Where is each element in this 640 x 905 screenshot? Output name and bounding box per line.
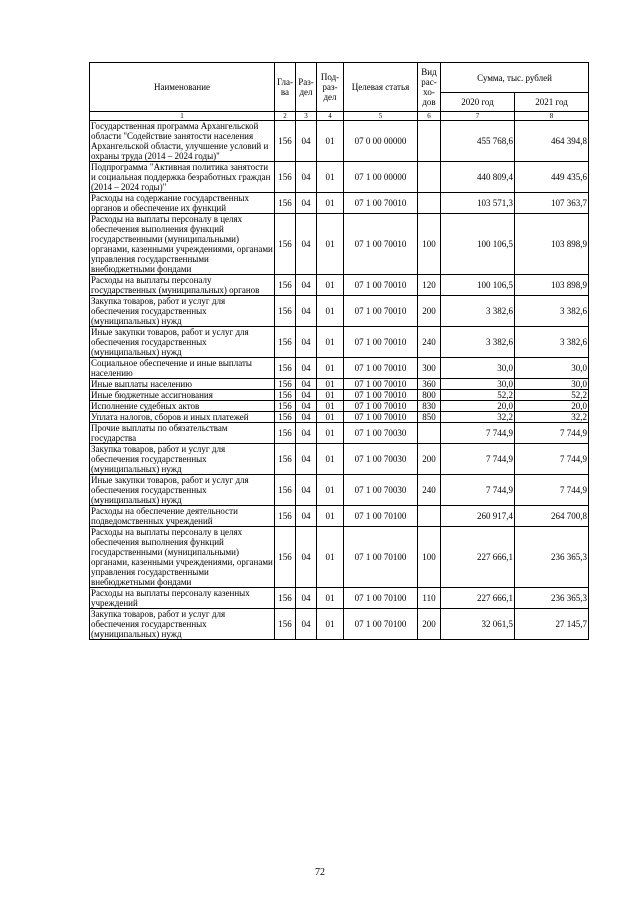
row-section: 04 xyxy=(296,327,317,358)
row-subsection: 01 xyxy=(317,162,344,193)
row-target-article: 07 1 00 70010 xyxy=(344,358,418,379)
row-sum-2021: 236 365,3 xyxy=(515,588,589,609)
row-expense-type: 830 xyxy=(418,401,441,412)
row-chapter: 156 xyxy=(275,475,296,506)
row-sum-2021: 27 145,7 xyxy=(515,609,589,640)
row-expense-type: 100 xyxy=(418,214,441,275)
column-numbers-row xyxy=(90,112,589,121)
table-row xyxy=(90,588,589,609)
row-target-article: 07 1 00 70010 xyxy=(344,327,418,358)
row-target-article: 07 1 00 70100 xyxy=(344,527,418,588)
row-expense-type: 200 xyxy=(418,296,441,327)
table-row xyxy=(90,121,589,162)
row-expense-type: 300 xyxy=(418,358,441,379)
row-name: Исполнение судебных актов xyxy=(90,401,275,412)
row-subsection: 01 xyxy=(317,214,344,275)
row-expense-type: 850 xyxy=(418,412,441,423)
table-row xyxy=(90,444,589,475)
row-sum-2020: 3 382,6 xyxy=(441,327,515,358)
header-year-2021: 2021 год xyxy=(515,93,589,112)
row-sum-2021: 32,2 xyxy=(515,412,589,423)
row-sum-2020: 32,2 xyxy=(441,412,515,423)
row-target-article: 07 1 00 70030 xyxy=(344,444,418,475)
row-target-article: 07 1 00 00000 xyxy=(344,162,418,193)
row-chapter: 156 xyxy=(275,162,296,193)
table-row xyxy=(90,609,589,640)
row-name: Расходы на выплаты персоналу в целях обеспечения выполнения функций государственными (муниципальными) органами, казенными учреждениями, органами управления государственными внебюджетными фондами xyxy=(91,214,273,274)
row-target-article: 07 1 00 70010 xyxy=(344,412,418,423)
header-sum: Сумма, тыс. рублей xyxy=(441,63,589,93)
row-section: 04 xyxy=(296,475,317,506)
row-subsection: 01 xyxy=(317,275,344,296)
row-sum-2021: 30,0 xyxy=(515,358,589,379)
column-number: 4 xyxy=(317,112,344,121)
row-subsection: 01 xyxy=(317,588,344,609)
row-sum-2020: 455 768,6 xyxy=(441,121,515,162)
row-sum-2020: 32 061,5 xyxy=(441,609,515,640)
row-subsection: 01 xyxy=(317,609,344,640)
row-name: Государственная программа Архангельской области "Содействие занятости населения Архангельской области, улучшение условий и охраны труда (2014 – 2024 годы)" xyxy=(90,121,275,162)
row-sum-2021: 3 382,6 xyxy=(515,296,589,327)
row-name: Закупка товаров, работ и услуг для обеспечения государственных (муниципальных) нужд xyxy=(90,296,275,327)
row-expense-type: 800 xyxy=(418,390,441,401)
row-subsection: 01 xyxy=(317,401,344,412)
row-sum-2020: 7 744,9 xyxy=(441,475,515,506)
row-name: Подпрограмма "Активная политика занятости и социальная поддержка безработных граждан (2014 – 2024 годы)" xyxy=(90,162,275,193)
row-sum-2020: 30,0 xyxy=(441,379,515,390)
row-expense-type xyxy=(418,162,441,193)
row-chapter: 156 xyxy=(275,423,296,444)
column-number: 6 xyxy=(418,112,441,121)
row-name: Закупка товаров, работ и услуг для обеспечения государственных (муниципальных) нужд xyxy=(90,609,275,640)
row-chapter: 156 xyxy=(275,609,296,640)
row-subsection: 01 xyxy=(317,121,344,162)
row-expense-type: 240 xyxy=(418,327,441,358)
table-row xyxy=(90,401,589,412)
row-section: 04 xyxy=(296,390,317,401)
header-name: Наименование xyxy=(90,63,275,112)
row-section: 04 xyxy=(296,506,317,527)
row-subsection: 01 xyxy=(317,327,344,358)
header-year-2020: 2020 год xyxy=(441,93,515,112)
row-sum-2021: 52,2 xyxy=(515,390,589,401)
row-expense-type: 100 xyxy=(418,527,441,588)
row-subsection: 01 xyxy=(317,193,344,214)
row-subsection: 01 xyxy=(317,527,344,588)
row-section: 04 xyxy=(296,423,317,444)
row-chapter: 156 xyxy=(275,412,296,423)
row-expense-type: 120 xyxy=(418,275,441,296)
row-chapter: 156 xyxy=(275,506,296,527)
row-target-article: 07 1 00 70010 xyxy=(344,193,418,214)
column-number: 2 xyxy=(275,112,296,121)
row-chapter: 156 xyxy=(275,527,296,588)
row-name: Иные закупки товаров, работ и услуг для обеспечения государственных (муниципальных) нужд xyxy=(90,327,275,358)
row-sum-2021: 464 394,8 xyxy=(515,121,589,162)
row-sum-2021: 449 435,6 xyxy=(515,162,589,193)
row-sum-2021: 3 382,6 xyxy=(515,327,589,358)
budget-table xyxy=(89,62,589,640)
row-sum-2021: 103 898,9 xyxy=(515,275,589,296)
row-chapter: 156 xyxy=(275,296,296,327)
row-chapter: 156 xyxy=(275,401,296,412)
row-chapter: 156 xyxy=(275,193,296,214)
row-target-article: 07 1 00 70100 xyxy=(344,609,418,640)
header-expense-type: Вид рас-хо-дов xyxy=(418,63,441,112)
row-section: 04 xyxy=(296,214,317,275)
table-row xyxy=(90,506,589,527)
row-sum-2020: 260 917,4 xyxy=(441,506,515,527)
row-sum-2021: 264 700,8 xyxy=(515,506,589,527)
row-sum-2020: 52,2 xyxy=(441,390,515,401)
row-expense-type xyxy=(418,193,441,214)
row-name: Социальное обеспечение и иные выплаты населению xyxy=(90,358,275,379)
row-subsection: 01 xyxy=(317,296,344,327)
table-row xyxy=(90,390,589,401)
row-name: Иные выплаты населению xyxy=(90,379,275,390)
table-row xyxy=(90,214,589,275)
row-name: Расходы на выплаты персоналу казенных учреждений xyxy=(90,588,275,609)
row-subsection: 01 xyxy=(317,358,344,379)
row-name: Расходы на содержание государственных органов и обеспечение их функций xyxy=(90,193,275,214)
row-target-article: 07 1 00 70010 xyxy=(344,390,418,401)
row-sum-2021: 7 744,9 xyxy=(515,444,589,475)
row-section: 04 xyxy=(296,121,317,162)
table-row xyxy=(90,379,589,390)
row-target-article: 07 0 00 00000 xyxy=(344,121,418,162)
table-row xyxy=(90,423,589,444)
row-expense-type: 360 xyxy=(418,379,441,390)
row-section: 04 xyxy=(296,444,317,475)
row-subsection: 01 xyxy=(317,390,344,401)
row-name: Иные закупки товаров, работ и услуг для обеспечения государственных (муниципальных) нужд xyxy=(90,475,275,506)
row-sum-2020: 440 809,4 xyxy=(441,162,515,193)
row-expense-type xyxy=(418,506,441,527)
row-section: 04 xyxy=(296,379,317,390)
page-number: 72 xyxy=(315,867,325,878)
row-chapter: 156 xyxy=(275,379,296,390)
table-row xyxy=(90,327,589,358)
header-chapter: Гла-ва xyxy=(275,63,296,112)
row-chapter: 156 xyxy=(275,275,296,296)
row-subsection: 01 xyxy=(317,444,344,475)
table-row xyxy=(90,527,589,588)
row-sum-2020: 20,0 xyxy=(441,401,515,412)
row-chapter: 156 xyxy=(275,121,296,162)
row-name: Расходы на обеспечение деятельности подведомственных учреждений xyxy=(90,506,275,527)
row-sum-2021: 7 744,9 xyxy=(515,423,589,444)
row-chapter: 156 xyxy=(275,390,296,401)
row-expense-type xyxy=(418,423,441,444)
table-row xyxy=(90,296,589,327)
row-subsection: 01 xyxy=(317,379,344,390)
column-number: 5 xyxy=(344,112,418,121)
row-chapter: 156 xyxy=(275,588,296,609)
row-sum-2020: 227 666,1 xyxy=(441,588,515,609)
row-expense-type: 240 xyxy=(418,475,441,506)
table-body xyxy=(90,121,589,640)
row-expense-type xyxy=(418,121,441,162)
row-section: 04 xyxy=(296,358,317,379)
row-section: 04 xyxy=(296,401,317,412)
row-subsection: 01 xyxy=(317,506,344,527)
row-section: 04 xyxy=(296,162,317,193)
row-target-article: 07 1 00 70030 xyxy=(344,423,418,444)
row-sum-2020: 7 744,9 xyxy=(441,444,515,475)
row-sum-2021: 103 898,9 xyxy=(515,214,589,275)
row-target-article: 07 1 00 70010 xyxy=(344,379,418,390)
table-row xyxy=(90,275,589,296)
row-chapter: 156 xyxy=(275,444,296,475)
row-subsection: 01 xyxy=(317,475,344,506)
row-target-article: 07 1 00 70030 xyxy=(344,475,418,506)
header-subsection: Под-раз-дел xyxy=(317,63,344,112)
row-sum-2021: 30,0 xyxy=(515,379,589,390)
row-name: Иные бюджетные ассигнования xyxy=(90,390,275,401)
row-target-article: 07 1 00 70010 xyxy=(344,214,418,275)
row-sum-2020: 3 382,6 xyxy=(441,296,515,327)
row-sum-2020: 100 106,5 xyxy=(441,214,515,275)
row-section: 04 xyxy=(296,588,317,609)
row-sum-2021: 20,0 xyxy=(515,401,589,412)
row-name: Закупка товаров, работ и услуг для обеспечения государственных (муниципальных) нужд xyxy=(90,444,275,475)
row-sum-2020: 7 744,9 xyxy=(441,423,515,444)
table-row xyxy=(90,412,589,423)
row-subsection: 01 xyxy=(317,423,344,444)
row-sum-2020: 227 666,1 xyxy=(441,527,515,588)
column-number: 3 xyxy=(296,112,317,121)
row-chapter: 156 xyxy=(275,327,296,358)
row-section: 04 xyxy=(296,609,317,640)
row-sum-2021: 107 363,7 xyxy=(515,193,589,214)
row-section: 04 xyxy=(296,527,317,588)
row-chapter: 156 xyxy=(275,214,296,275)
row-subsection: 01 xyxy=(317,412,344,423)
row-target-article: 07 1 00 70100 xyxy=(344,588,418,609)
row-name: Прочие выплаты по обязательствам государства xyxy=(90,423,275,444)
row-section: 04 xyxy=(296,193,317,214)
header-target-article: Целевая статья xyxy=(344,63,418,112)
row-section: 04 xyxy=(296,296,317,327)
table-row xyxy=(90,475,589,506)
row-chapter: 156 xyxy=(275,358,296,379)
table-row xyxy=(90,193,589,214)
row-target-article: 07 1 00 70010 xyxy=(344,296,418,327)
column-number: 1 xyxy=(90,112,275,121)
row-sum-2020: 30,0 xyxy=(441,358,515,379)
row-section: 04 xyxy=(296,412,317,423)
header-section: Раз-дел xyxy=(296,63,317,112)
row-name: Расходы на выплаты персоналу государственных (муниципальных) органов xyxy=(90,275,275,296)
row-name: Уплата налогов, сборов и иных платежей xyxy=(90,412,275,423)
row-sum-2020: 100 106,5 xyxy=(441,275,515,296)
row-expense-type: 200 xyxy=(418,609,441,640)
row-sum-2021: 236 365,3 xyxy=(515,527,589,588)
row-section: 04 xyxy=(296,275,317,296)
row-target-article: 07 1 00 70010 xyxy=(344,401,418,412)
table-row xyxy=(90,358,589,379)
table-row xyxy=(90,162,589,193)
table-header xyxy=(90,63,589,121)
row-target-article: 07 1 00 70100 xyxy=(344,506,418,527)
row-sum-2021: 7 744,9 xyxy=(515,475,589,506)
row-sum-2020: 103 571,3 xyxy=(441,193,515,214)
column-number: 8 xyxy=(515,112,589,121)
row-name: Расходы на выплаты персоналу в целях обеспечения выполнения функций государственными (муниципальными) органами, казенными учреждениями, органами управления государственными внебюджетными фондами xyxy=(91,527,273,587)
column-number: 7 xyxy=(441,112,515,121)
row-expense-type: 110 xyxy=(418,588,441,609)
row-expense-type: 200 xyxy=(418,444,441,475)
row-target-article: 07 1 00 70010 xyxy=(344,275,418,296)
